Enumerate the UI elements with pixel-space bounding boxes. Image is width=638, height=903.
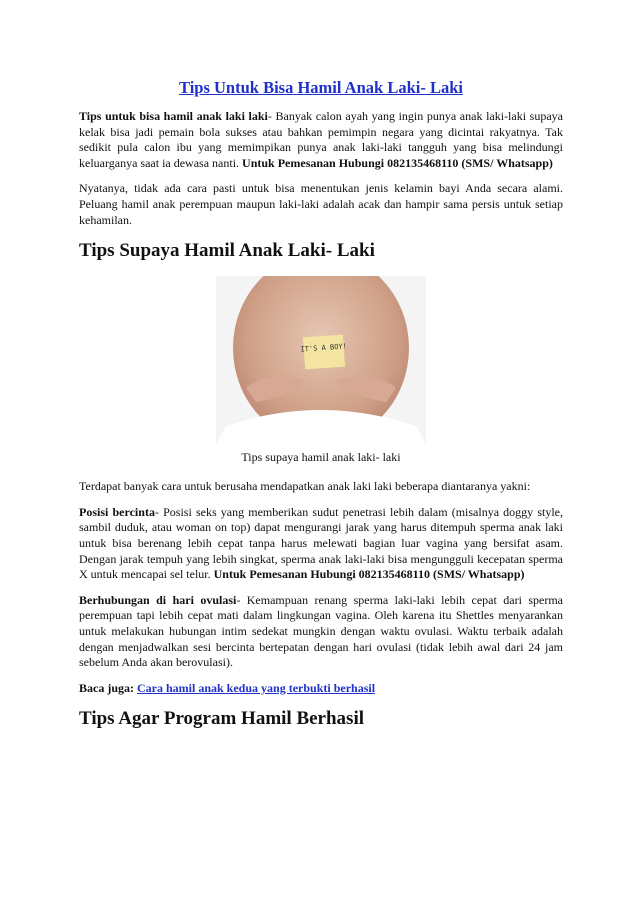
tip-2-text: - Kemampuan renang sperma laki-laki lebih cepat dari sperma perempuan tapi lebih cepat mati dalam lingkungan vagina. Oleh karena itu Shettles menyarankan untuk melakukan hubungan intim sedekat mungkin dengan waktu ovulasi. Waktu terbaik adalah dengan menjadwalkan sesi bercinta bertepatan dengan hari ovulasi (tidak lebih awal dari 24 jam sebelum Anda akan berovulasi). <box>79 592 563 670</box>
read-also-label: Baca juga: <box>79 680 134 695</box>
tip-1-lead: Posisi bercinta <box>79 504 155 519</box>
read-also <box>79 681 563 697</box>
document-page <box>79 78 563 744</box>
paragraph-3: Terdapat banyak cara untuk berusaha mendapatkan anak laki laki beberapa diantaranya yakni: <box>79 479 531 494</box>
paragraph-2: Nyatanya, tidak ada cara pasti untuk bisa menentukan jenis kelamin bayi Anda secara alami. Peluang hamil anak perempuan maupun laki-laki adalah acak dan hampir sama persis untuk setiap kehamilan. <box>79 181 563 227</box>
heading-tips-supaya: Tips Supaya Hamil Anak Laki- Laki <box>79 240 375 262</box>
intro-paragraph <box>79 109 563 171</box>
heading-tips-agar: Tips Agar Program Hamil Berhasil <box>79 708 365 730</box>
photo-note-text: IT'S A BOY! <box>300 342 348 354</box>
pregnant-belly-photo <box>216 276 426 444</box>
figure <box>79 276 563 465</box>
tip-1-contact: Untuk Pemesanan Hubungi 082135468110 (SMS/ Whatsapp) <box>213 567 525 582</box>
read-also-link[interactable]: Cara hamil anak kedua yang terbukti berhasil <box>137 680 376 695</box>
intro-lead: Tips untuk bisa hamil anak laki laki <box>79 109 268 123</box>
contact-info: Untuk Pemesanan Hubungi 082135468110 (SMS/ Whatsapp) <box>242 155 553 170</box>
figure-caption: Tips supaya hamil anak laki- laki <box>241 450 401 465</box>
tip-2-lead: Berhubungan di hari ovulasi <box>79 592 237 607</box>
tip-1-paragraph <box>79 505 563 583</box>
tip-1-text: - Posisi seks yang memberikan sudut penetrasi lebih dalam (misalnya doggy style, sambil duduk, atau woman on top) dapat mengurangi jarak yang harus ditempuh sperma anak laki untuk bisa berenang lebih cepat tanpa harus melewati bagian luar vagina yang bersifat asam. Dengan jarak tempuh yang lebih singkat, sperma anak laki-laki bisa mengungguli kecepatan sperma X untuk mencapai sel telur. <box>79 504 564 582</box>
title-link[interactable]: Tips Untuk Bisa Hamil Anak Laki- Laki <box>179 78 463 97</box>
document-title <box>79 78 563 98</box>
tip-2-paragraph <box>79 593 563 671</box>
intro-text: - Banyak calon ayah yang ingin punya anak laki-laki supaya kelak bisa jadi pemain bola sukses atau bahkan pemimpin negara yang dicintai rakyatnya. Tak sedikit pula calon ibu yang memimpikan punya anak laki-laki tangguh yang bisa melindungi keluarganya saat ia dewasa nanti. <box>79 109 563 170</box>
